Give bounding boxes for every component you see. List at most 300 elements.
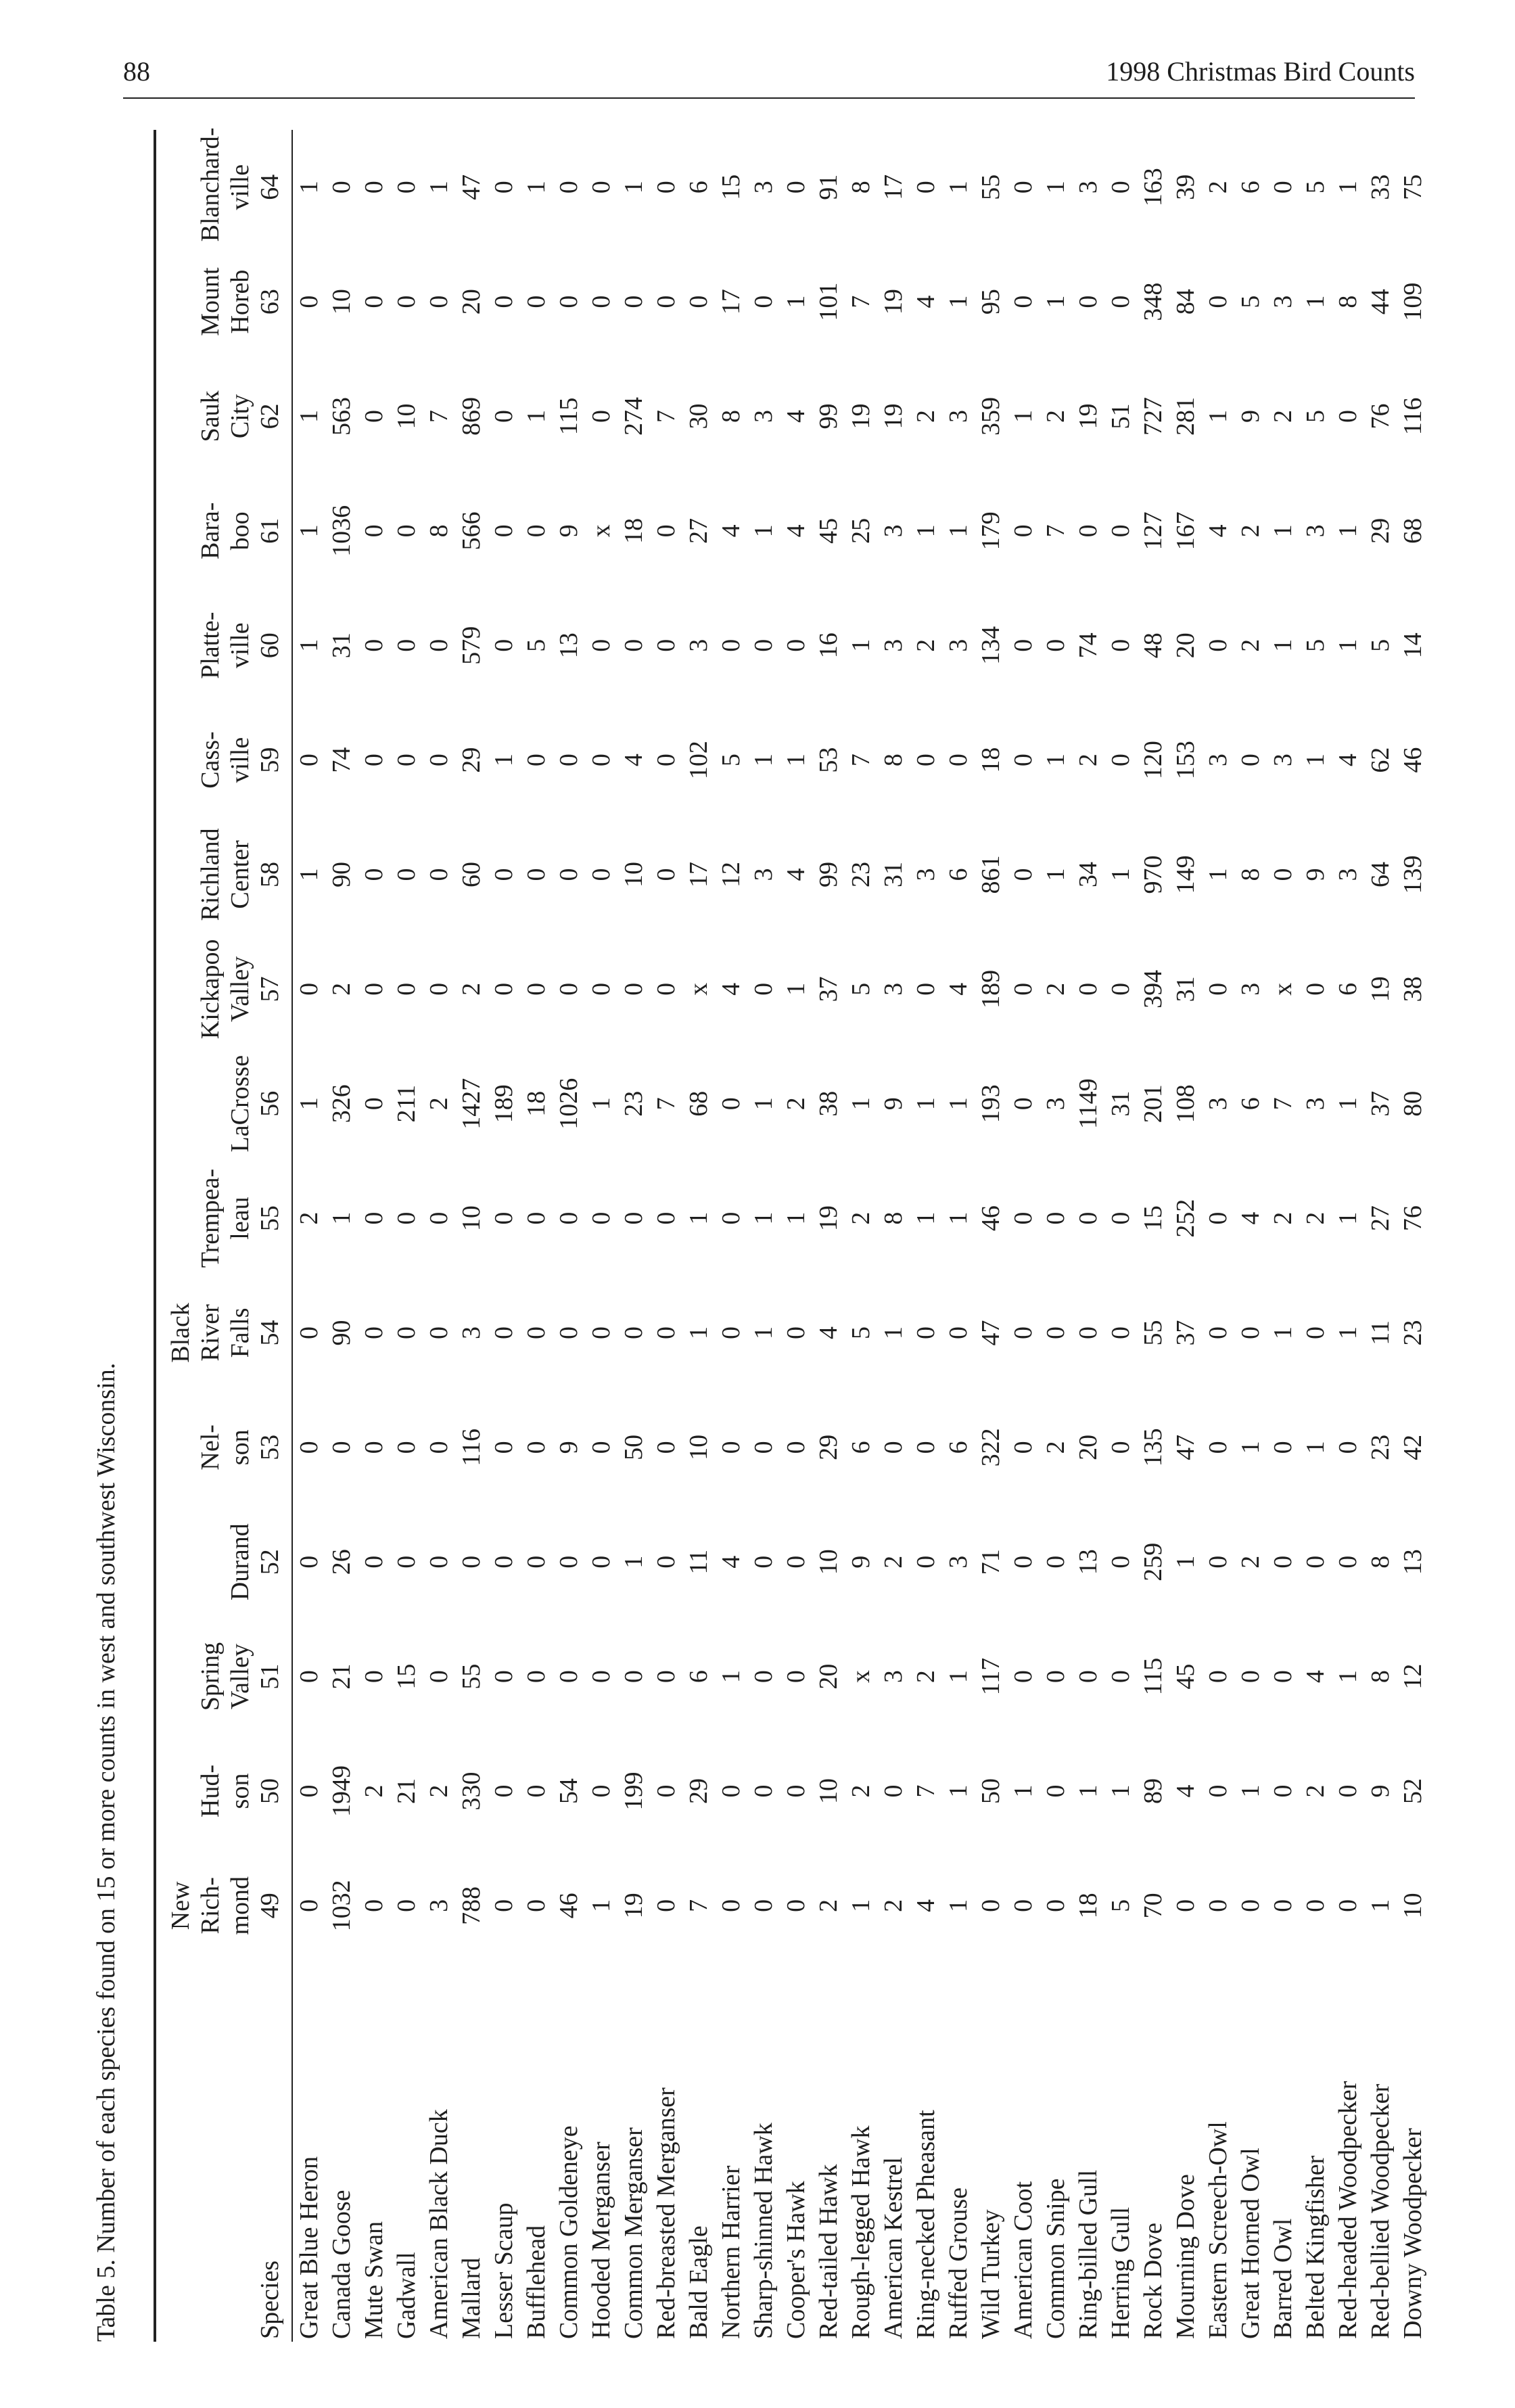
count-cell: 0 xyxy=(360,524,388,538)
count-cell: 29 xyxy=(1366,517,1395,544)
count-cell: 0 xyxy=(652,1670,680,1684)
table-row xyxy=(650,130,682,2342)
running-head: 1998 Christmas Bird Counts xyxy=(1106,56,1415,87)
count-cell: 80 xyxy=(1399,1090,1427,1117)
count-cell: 54 xyxy=(555,1778,583,1804)
count-cell: 0 xyxy=(749,1441,778,1454)
count-cell: 0 xyxy=(425,1441,453,1454)
species-name-cell: Ring-billed Gull xyxy=(1074,2169,1102,2339)
count-cell: 44 xyxy=(1366,289,1395,315)
count-cell: 0 xyxy=(490,639,518,652)
count-cell: 9 xyxy=(555,524,583,538)
count-cell: 0 xyxy=(1269,868,1297,881)
count-cell: 9 xyxy=(1366,1784,1395,1798)
count-cell: 1 xyxy=(1334,1097,1362,1111)
count-cell: 37 xyxy=(1366,1090,1395,1117)
count-cell: 1 xyxy=(1269,524,1297,538)
count-cell: 0 xyxy=(912,1326,940,1339)
count-cell: 0 xyxy=(1009,868,1038,881)
count-column-header xyxy=(166,1849,292,1963)
species-name-cell: Common Goldeneye xyxy=(555,2125,583,2339)
count-cell: 0 xyxy=(1269,1555,1297,1569)
count-cell: 0 xyxy=(1204,1441,1232,1454)
column-name-line: ville xyxy=(226,622,254,668)
count-cell: 0 xyxy=(1074,1326,1102,1339)
count-cell: 4 xyxy=(912,1899,940,1912)
count-cell: 0 xyxy=(1042,1326,1070,1339)
column-name-line: Black xyxy=(166,1303,195,1363)
count-cell: 74 xyxy=(1074,632,1102,659)
count-cell: 1 xyxy=(912,1211,940,1225)
count-cell: 17 xyxy=(717,289,745,315)
count-cell: 7 xyxy=(847,754,875,767)
column-name-line: son xyxy=(226,1429,254,1466)
count-cell: 1 xyxy=(1009,409,1038,423)
species-name-cell: Rough-legged Hawk xyxy=(847,2125,875,2339)
count-cell: 0 xyxy=(360,295,388,308)
count-cell: 0 xyxy=(1106,524,1135,538)
column-count-number: 49 xyxy=(256,1893,284,1919)
count-cell: 99 xyxy=(814,403,843,430)
count-cell: 326 xyxy=(327,1084,356,1124)
count-cell: 4 xyxy=(1171,1784,1200,1798)
count-cell: 394 xyxy=(1139,969,1167,1009)
count-cell: 1 xyxy=(1334,524,1362,538)
count-cell: 0 xyxy=(522,982,551,996)
count-column-header xyxy=(166,244,292,358)
count-cell: 5 xyxy=(1301,181,1330,194)
column-name-line: Trempea- xyxy=(196,1168,225,1268)
count-cell: 91 xyxy=(814,174,843,200)
count-cell: 7 xyxy=(684,1899,713,1912)
count-cell: 116 xyxy=(1399,397,1427,436)
count-cell: 0 xyxy=(490,1326,518,1339)
count-cell: 75 xyxy=(1399,174,1427,200)
count-cell: 1 xyxy=(327,1211,356,1225)
column-count-number: 60 xyxy=(256,632,284,659)
count-cell: 31 xyxy=(879,861,908,887)
count-cell: 6 xyxy=(944,868,973,881)
count-cell: 6 xyxy=(944,1441,973,1454)
count-cell: 0 xyxy=(1301,1899,1330,1912)
species-name-cell: Great Blue Heron xyxy=(295,2156,323,2339)
count-cell: 0 xyxy=(1301,1326,1330,1339)
count-cell: 0 xyxy=(1009,754,1038,767)
count-cell: 2 xyxy=(1236,524,1265,538)
count-cell: 29 xyxy=(684,1778,713,1804)
count-cell: 1 xyxy=(749,1097,778,1111)
count-cell: 0 xyxy=(1301,982,1330,996)
column-name-line: Platte- xyxy=(196,611,225,679)
count-cell: 8 xyxy=(1334,295,1362,308)
count-cell: 1 xyxy=(782,982,810,996)
count-cell: 2 xyxy=(425,1097,453,1111)
count-cell: 0 xyxy=(360,181,388,194)
table-row xyxy=(1104,130,1137,2342)
count-cell: 3 xyxy=(749,868,778,881)
count-cell: 0 xyxy=(587,1211,615,1225)
count-cell: 19 xyxy=(879,403,908,430)
count-cell: 1 xyxy=(1301,1441,1330,1454)
count-cell: 3 xyxy=(749,181,778,194)
count-cell: 3 xyxy=(1204,1097,1232,1111)
count-cell: 2 xyxy=(360,1784,388,1798)
count-cell: 10 xyxy=(457,1205,486,1232)
count-cell: 1 xyxy=(1042,181,1070,194)
count-cell: 211 xyxy=(392,1084,421,1123)
count-cell: 1 xyxy=(717,1670,745,1684)
count-cell: 1 xyxy=(1334,639,1362,652)
count-cell: 0 xyxy=(1009,1555,1038,1569)
count-cell: 1 xyxy=(1204,868,1232,881)
count-cell: 0 xyxy=(782,1326,810,1339)
table-body xyxy=(292,130,1429,2342)
count-cell: 0 xyxy=(425,1555,453,1569)
count-cell: 7 xyxy=(912,1784,940,1798)
count-cell: 0 xyxy=(1009,1211,1038,1225)
count-cell: 31 xyxy=(1171,976,1200,1002)
count-cell: 1 xyxy=(295,868,323,881)
count-cell: 6 xyxy=(1334,982,1362,996)
count-cell: 0 xyxy=(912,181,940,194)
count-cell: 5 xyxy=(1106,1899,1135,1912)
count-cell: 0 xyxy=(327,181,356,194)
count-cell: 3 xyxy=(425,1899,453,1912)
column-name-line: Blanchard- xyxy=(196,127,225,242)
count-cell: 19 xyxy=(814,1205,843,1232)
count-cell: 2 xyxy=(912,409,940,423)
column-count-number: 54 xyxy=(256,1320,284,1346)
count-cell: 108 xyxy=(1171,1084,1200,1124)
count-cell: 1 xyxy=(620,181,648,194)
count-cell: 259 xyxy=(1139,1542,1167,1581)
count-cell: 1 xyxy=(1366,1899,1395,1912)
count-cell: 0 xyxy=(620,982,648,996)
count-cell: 27 xyxy=(1366,1205,1395,1232)
count-cell: 1 xyxy=(587,1097,615,1111)
count-cell: 0 xyxy=(717,1211,745,1225)
count-cell: 0 xyxy=(652,639,680,652)
count-cell: 0 xyxy=(392,1441,421,1454)
count-cell: 4 xyxy=(782,524,810,538)
count-cell: 0 xyxy=(1009,524,1038,538)
count-cell: 274 xyxy=(620,396,648,436)
count-cell: 2 xyxy=(1042,982,1070,996)
count-cell: 0 xyxy=(879,1441,908,1454)
count-cell: 0 xyxy=(1334,1899,1362,1912)
count-cell: 3 xyxy=(684,639,713,652)
count-cell: 0 xyxy=(717,1326,745,1339)
count-cell: 1 xyxy=(587,1899,615,1912)
count-column-header xyxy=(166,359,292,473)
count-cell: 0 xyxy=(360,1670,388,1684)
count-cell: 2 xyxy=(879,1899,908,1912)
column-name-line: Valley xyxy=(226,1644,254,1710)
column-count-number: 61 xyxy=(256,517,284,544)
count-cell: 0 xyxy=(1009,1326,1038,1339)
count-cell: 0 xyxy=(490,1555,518,1569)
count-cell: 0 xyxy=(587,1555,615,1569)
count-cell: 0 xyxy=(944,1326,973,1339)
count-cell: 2 xyxy=(327,982,356,996)
count-cell: 0 xyxy=(360,409,388,423)
count-cell: 0 xyxy=(620,1326,648,1339)
column-count-number: 56 xyxy=(256,1090,284,1117)
count-cell: 1 xyxy=(1301,295,1330,308)
count-cell: 23 xyxy=(1399,1320,1427,1346)
count-cell: 21 xyxy=(327,1663,356,1690)
count-cell: 0 xyxy=(1009,295,1038,308)
count-cell: 0 xyxy=(879,1784,908,1798)
count-cell: 29 xyxy=(457,747,486,773)
count-cell: 1 xyxy=(944,1670,973,1684)
count-cell: 70 xyxy=(1139,1893,1167,1919)
count-cell: x xyxy=(587,524,615,538)
count-cell: 0 xyxy=(652,524,680,538)
count-cell: 1 xyxy=(944,1097,973,1111)
count-cell: 3 xyxy=(1074,181,1102,194)
column-count-number: 52 xyxy=(256,1549,284,1575)
count-cell: 0 xyxy=(587,181,615,194)
count-cell: 189 xyxy=(977,969,1005,1009)
count-cell: 1 xyxy=(1042,754,1070,767)
count-cell: 117 xyxy=(977,1657,1005,1696)
count-cell: 0 xyxy=(717,1784,745,1798)
count-cell: 76 xyxy=(1399,1205,1427,1232)
column-count-number: 63 xyxy=(256,289,284,315)
table-row xyxy=(1267,130,1299,2342)
count-cell: 84 xyxy=(1171,289,1200,315)
count-cell: 1 xyxy=(749,1326,778,1339)
count-cell: 55 xyxy=(977,174,1005,200)
count-cell: 0 xyxy=(425,754,453,767)
table-row xyxy=(715,130,747,2342)
count-cell: 0 xyxy=(295,1326,323,1339)
count-cell: 167 xyxy=(1171,511,1200,551)
count-cell: 2 xyxy=(879,1555,908,1569)
count-cell: 1 xyxy=(847,1899,875,1912)
count-cell: 1 xyxy=(1334,1670,1362,1684)
count-cell: 1 xyxy=(749,754,778,767)
count-cell: 1 xyxy=(1301,754,1330,767)
count-cell: 0 xyxy=(490,1899,518,1912)
count-cell: 0 xyxy=(1106,1441,1135,1454)
count-column-header xyxy=(166,1619,292,1734)
count-cell: 89 xyxy=(1139,1778,1167,1804)
count-cell: 102 xyxy=(684,741,713,780)
count-cell: 2 xyxy=(912,639,940,652)
count-cell: 1 xyxy=(295,524,323,538)
count-cell: 0 xyxy=(1009,1670,1038,1684)
count-cell: 1 xyxy=(912,1097,940,1111)
count-cell: 0 xyxy=(1236,1670,1265,1684)
count-cell: 0 xyxy=(1009,639,1038,652)
count-cell: 5 xyxy=(1301,639,1330,652)
count-cell: 3 xyxy=(879,524,908,538)
count-cell: 0 xyxy=(1269,181,1297,194)
count-cell: 0 xyxy=(620,1211,648,1225)
count-cell: 115 xyxy=(555,397,583,436)
table-header-row xyxy=(166,130,292,2342)
column-name-line: Valley xyxy=(226,956,254,1022)
count-cell: 68 xyxy=(684,1090,713,1117)
count-cell: 0 xyxy=(425,1670,453,1684)
table-row xyxy=(877,130,910,2342)
count-cell: 0 xyxy=(749,1899,778,1912)
count-cell: 10 xyxy=(392,403,421,430)
species-name-cell: Hooded Merganser xyxy=(587,2141,615,2339)
count-cell: 0 xyxy=(295,1784,323,1798)
count-cell: 1 xyxy=(944,181,973,194)
column-count-number: 62 xyxy=(256,403,284,430)
count-cell: 0 xyxy=(555,1326,583,1339)
count-cell: 0 xyxy=(717,639,745,652)
count-cell: 0 xyxy=(392,295,421,308)
column-count-number: 64 xyxy=(256,174,284,200)
count-cell: 4 xyxy=(1334,754,1362,767)
table-row xyxy=(942,130,975,2342)
count-cell: 3 xyxy=(1236,982,1265,996)
count-cell: 0 xyxy=(360,982,388,996)
count-cell: 10 xyxy=(814,1549,843,1575)
count-cell: 8 xyxy=(1366,1670,1395,1684)
count-cell: 0 xyxy=(620,295,648,308)
count-cell: 0 xyxy=(912,754,940,767)
count-cell: 13 xyxy=(1399,1549,1427,1575)
count-cell: 8 xyxy=(879,754,908,767)
count-cell: 3 xyxy=(879,982,908,996)
count-cell: 0 xyxy=(1042,1784,1070,1798)
count-cell: 0 xyxy=(295,754,323,767)
count-cell: 2 xyxy=(1236,1555,1265,1569)
count-cell: 0 xyxy=(912,1441,940,1454)
count-cell: 20 xyxy=(457,289,486,315)
count-cell: 0 xyxy=(1269,1441,1297,1454)
count-cell: 1 xyxy=(295,1097,323,1111)
count-cell: 14 xyxy=(1399,632,1427,659)
count-cell: 17 xyxy=(684,861,713,887)
species-name-cell: Common Snipe xyxy=(1042,2178,1070,2339)
count-cell: 0 xyxy=(490,982,518,996)
count-cell: 0 xyxy=(1269,1670,1297,1684)
table-row xyxy=(423,130,455,2342)
count-cell: 0 xyxy=(490,295,518,308)
count-cell: 0 xyxy=(522,754,551,767)
count-cell: 3 xyxy=(749,409,778,423)
species-name-cell: Belted Kingfisher xyxy=(1301,2155,1330,2339)
count-cell: 2 xyxy=(295,1211,323,1225)
count-cell: 0 xyxy=(555,1555,583,1569)
count-cell: 3 xyxy=(944,409,973,423)
column-name-line: Rich- xyxy=(196,1877,225,1935)
table-row xyxy=(1169,130,1202,2342)
count-cell: 7 xyxy=(652,1097,680,1111)
count-cell: 4 xyxy=(717,524,745,538)
count-cell: 46 xyxy=(555,1893,583,1919)
rotated-table-container xyxy=(91,127,1427,2342)
count-cell: 127 xyxy=(1139,511,1167,551)
species-name-cell: Ring-necked Pheasant xyxy=(912,2110,940,2339)
table-row xyxy=(1397,130,1429,2342)
count-cell: 0 xyxy=(425,868,453,881)
species-name-cell: Red-tailed Hawk xyxy=(814,2164,843,2339)
count-cell: 3 xyxy=(879,1670,908,1684)
count-cell: 2 xyxy=(1042,1441,1070,1454)
count-cell: 1 xyxy=(944,524,973,538)
count-cell: 0 xyxy=(295,1555,323,1569)
count-cell: 0 xyxy=(1204,295,1232,308)
count-cell: 2 xyxy=(1074,754,1102,767)
count-cell: 1036 xyxy=(327,505,356,557)
species-name-cell: Gadwall xyxy=(392,2252,421,2339)
column-name-line: Falls xyxy=(226,1307,254,1358)
count-cell: x xyxy=(847,1670,875,1684)
count-cell: 788 xyxy=(457,1886,486,1925)
column-count-number: 57 xyxy=(256,976,284,1002)
count-cell: 0 xyxy=(652,1211,680,1225)
count-cell: 0 xyxy=(1042,1211,1070,1225)
count-cell: 53 xyxy=(814,747,843,773)
count-cell: 38 xyxy=(814,1090,843,1117)
count-cell: 0 xyxy=(425,639,453,652)
count-cell: 2 xyxy=(1236,639,1265,652)
count-cell: 0 xyxy=(360,1326,388,1339)
count-cell: 0 xyxy=(490,868,518,881)
count-cell: 134 xyxy=(977,626,1005,665)
count-cell: 0 xyxy=(782,1670,810,1684)
count-cell: 5 xyxy=(1366,639,1395,652)
count-cell: 0 xyxy=(977,1899,1005,1912)
count-cell: 7 xyxy=(1042,524,1070,538)
count-cell: 5 xyxy=(717,754,745,767)
page-number: 88 xyxy=(123,56,150,87)
count-cell: 0 xyxy=(360,1211,388,1225)
count-cell: 6 xyxy=(684,181,713,194)
count-cell: 0 xyxy=(522,1784,551,1798)
table-row xyxy=(975,130,1007,2342)
count-cell: 1 xyxy=(1042,868,1070,881)
count-cell: 4 xyxy=(814,1326,843,1339)
count-cell: 0 xyxy=(360,1097,388,1111)
count-cell: 0 xyxy=(1106,1555,1135,1569)
count-cell: 0 xyxy=(1269,1899,1297,1912)
count-cell: 6 xyxy=(1236,1097,1265,1111)
count-cell: 0 xyxy=(652,754,680,767)
count-cell: 1 xyxy=(1042,295,1070,308)
count-cell: 2 xyxy=(1269,409,1297,423)
count-cell: 0 xyxy=(327,1441,356,1454)
column-name-line: ville xyxy=(226,164,254,210)
count-cell: 51 xyxy=(1106,403,1135,430)
species-name-cell: American Kestrel xyxy=(879,2156,908,2339)
species-name-cell: Bald Eagle xyxy=(684,2225,713,2339)
count-cell: 48 xyxy=(1139,632,1167,659)
count-cell: 1 xyxy=(620,1555,648,1569)
count-cell: 1 xyxy=(944,295,973,308)
count-cell: 1 xyxy=(782,1211,810,1225)
table-row xyxy=(1332,130,1364,2342)
count-cell: 52 xyxy=(1399,1778,1427,1804)
table-row xyxy=(1202,130,1234,2342)
column-name-line: Hud- xyxy=(196,1764,225,1817)
count-cell: 42 xyxy=(1399,1434,1427,1460)
column-count-number: 59 xyxy=(256,747,284,773)
species-name-cell: Canada Goose xyxy=(327,2190,356,2339)
count-cell: 330 xyxy=(457,1772,486,1811)
column-name-line: Horeb xyxy=(226,269,254,334)
count-cell: 55 xyxy=(1139,1320,1167,1346)
column-name-line: Sauk xyxy=(196,390,225,442)
